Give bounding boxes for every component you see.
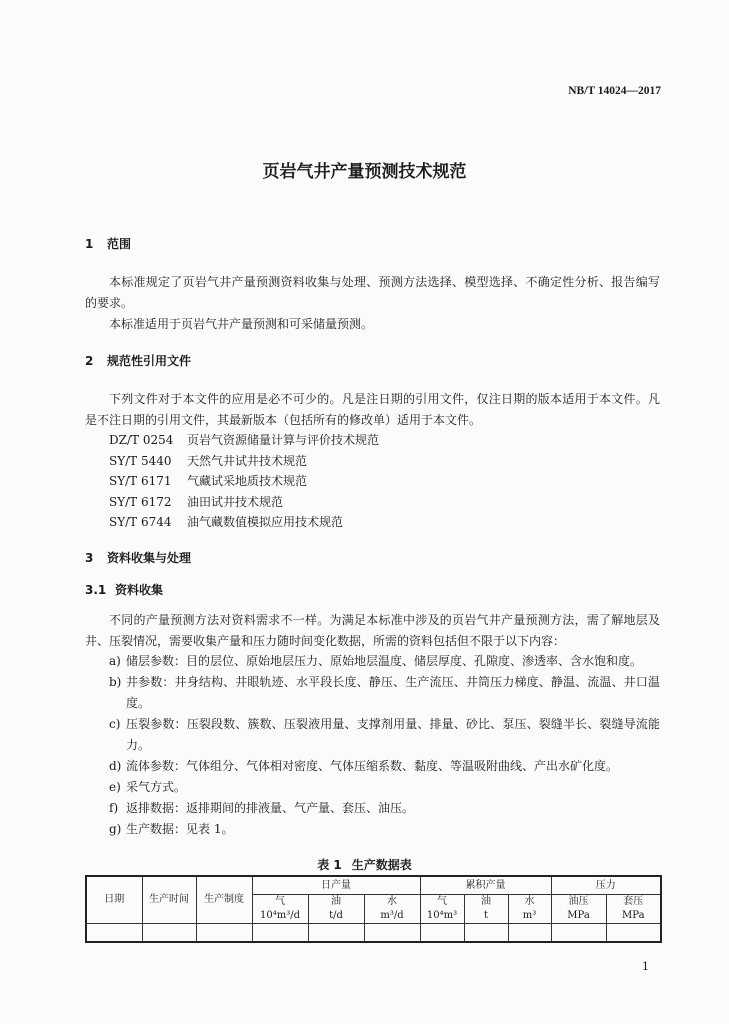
reference-title: 页岩气资源储量计算与评价技术规范 [187,433,380,447]
page-number: 1 [642,960,649,973]
column-header-date: 日期 [86,876,142,924]
list-item-text: 返排数据：返排期间的排液量、气产量、套压、油压。 [126,801,415,815]
reference-code: SY/T 6171 [109,474,172,488]
normative-references-list [109,430,379,533]
list-marker: f) [109,801,119,815]
column-group-pressure: 压力 [551,876,661,895]
list-marker: b) [109,675,122,689]
table-cell [464,924,508,943]
list-item [109,798,660,819]
column-header-cum-gas: 气 [420,895,464,910]
list-marker: g) [109,822,122,836]
table-caption-title: 生产数据表 [351,858,412,872]
reference-code: DZ/T 0254 [109,433,174,447]
list-item [109,651,660,672]
list-marker: d) [109,759,122,773]
list-marker: c) [109,717,121,731]
section-1-heading [85,235,131,252]
table-cell [252,924,308,943]
table-cell [364,924,420,943]
section-1-paragraph-1: 本标准规定了页岩气井产量预测资料收集与处理、预测方法选择、模型选择、不确定性分析、报告编写的要求。 [85,275,660,310]
list-item-text: 采气方式。 [126,780,187,794]
reference-title: 气藏试采地质技术规范 [187,474,308,488]
table-caption [0,856,729,873]
unit-cum-gas: 10⁴m³ [420,909,464,924]
list-item [109,714,660,756]
column-header-daily-water: 水 [364,895,420,910]
column-header-daily-gas: 气 [252,895,308,910]
table-cell [508,924,551,943]
reference-title: 油气藏数值模拟应用技术规范 [187,515,344,529]
section-2-paragraph-1: 下列文件对于本文件的应用是必不可少的。凡是注日期的引用文件，仅注日期的版本适用于本文件。凡是不注日期的引用文件，其最新版本（包括所有的修改单）适用于本文件。 [85,392,660,427]
column-header-tubing-pressure: 油压 [551,895,606,910]
column-header-production-time: 生产时间 [142,876,196,924]
section-3-1-paragraph: 不同的产量预测方法对资料需求不一样。为满足本标准中涉及的页岩气井产量预测方法，需了解地层及井、压裂情况，需要收集产量和压力随时间变化数据，所需的资料包括但不限于以下内容： [85,613,660,648]
data-requirements-list [109,651,660,840]
section-3-heading [85,549,191,566]
section-title: 规范性引用文件 [107,354,192,368]
section-2-heading [85,352,191,369]
reference-item [109,492,379,513]
section-title: 资料收集与处理 [107,551,192,565]
column-group-daily-production: 日产量 [252,876,420,895]
list-item [109,819,660,840]
unit-cum-water: m³ [508,909,551,924]
column-header-casing-pressure: 套压 [606,895,661,910]
column-header-cum-oil: 油 [464,895,508,910]
table-cell [551,924,606,943]
document-title: 页岩气井产量预测技术规范 [262,162,467,182]
list-marker: e) [109,780,121,794]
table-cell [420,924,464,943]
list-item-text: 储层参数：目的层位、原始地层压力、原始地层温度、储层厚度、孔隙度、渗透率、含水饱和度。 [126,654,643,668]
section-number: 1 [85,237,94,251]
unit-casing-pressure: MPa [606,909,661,924]
table-row [86,924,661,943]
reference-title: 天然气井试井技术规范 [187,453,308,468]
subsection-title: 资料收集 [115,583,164,597]
list-item [109,756,660,777]
subsection-3-1-heading [85,581,163,598]
section-1-paragraph-2: 本标准适用于页岩气井产量预测和可采储量预测。 [109,317,374,331]
unit-daily-oil: t/d [308,909,364,924]
reference-title: 油田试井技术规范 [187,494,284,509]
reference-item [109,471,379,492]
table-cell [196,924,252,943]
list-item-text: 流体参数：气体组分、气体相对密度、气体压缩系数、黏度、等温吸附曲线、产出水矿化度。 [126,759,619,773]
reference-item [109,451,379,472]
list-marker: a) [109,654,121,668]
reference-item [109,512,379,533]
list-item-text: 压裂参数：压裂段数、簇数、压裂液用量、支撑剂用量、排量、砂比、泵压、裂缝半长、裂缝导流能力。 [126,717,660,752]
table-cell [308,924,364,943]
table-cell [86,924,142,943]
reference-code: SY/T 5440 [109,453,172,468]
table-caption-number: 表 1 [317,858,342,872]
column-group-cumulative-production: 累积产量 [420,876,551,895]
unit-daily-water: m³/d [364,909,420,924]
reference-item [109,430,379,451]
unit-tubing-pressure: MPa [551,909,606,924]
table-header-row [86,876,661,895]
table-cell [606,924,661,943]
production-data-table [85,875,662,943]
table-cell [142,924,196,943]
list-item-text: 生产数据：见表 1。 [126,822,234,836]
list-item-text: 井参数：井身结构、井眼轨迹、水平段长度、静压、生产流压、井筒压力梯度、静温、流温、井口温度。 [126,675,660,710]
subsection-number: 3.1 [85,583,107,597]
section-number: 3 [85,551,94,565]
column-header-production-regime: 生产制度 [196,876,252,924]
reference-code: SY/T 6172 [109,494,172,509]
list-item [109,672,660,714]
unit-cum-oil: t [464,909,508,924]
section-number: 2 [85,354,94,368]
reference-code: SY/T 6744 [109,515,172,529]
standard-number: NB/T 14024—2017 [568,85,661,97]
section-title: 范围 [107,237,132,251]
column-header-cum-water: 水 [508,895,551,910]
column-header-daily-oil: 油 [308,895,364,910]
unit-daily-gas: 10⁴m³/d [252,909,308,924]
list-item [109,777,660,798]
